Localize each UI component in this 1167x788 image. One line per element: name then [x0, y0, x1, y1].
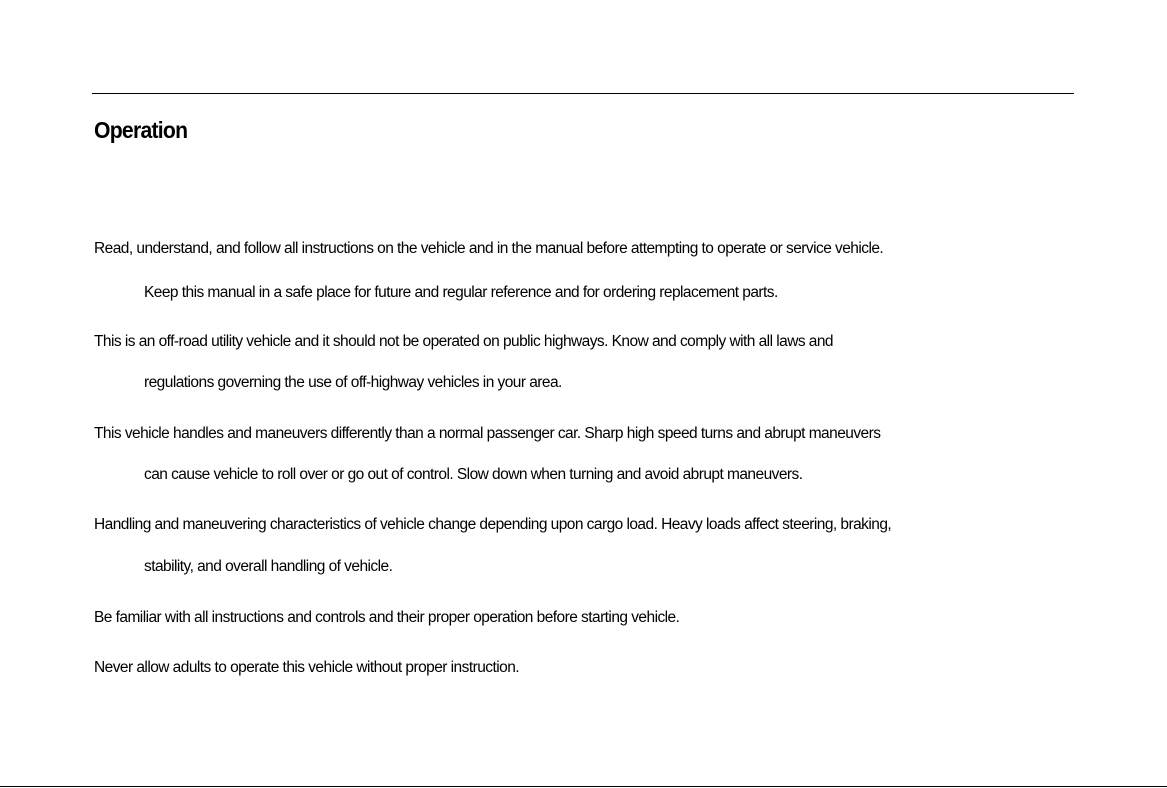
section-title: Operation — [94, 117, 188, 143]
paragraph-line: Be familiar with all instructions and controls and their proper operation before starting vehicle. — [94, 609, 680, 626]
paragraph-line: Never allow adults to operate this vehicle without proper instruction. — [94, 659, 520, 676]
paragraph-line: Handling and maneuvering characteristics of vehicle change depending upon cargo load. Heavy loads affect steering, braking, — [94, 516, 892, 533]
paragraph-continuation-line: stability, and overall handling of vehicle. — [144, 558, 393, 575]
paragraph-continuation-line: can cause vehicle to roll over or go out of control. Slow down when turning and avoid abrupt maneuvers. — [144, 466, 803, 483]
paragraph-line: Read, understand, and follow all instructions on the vehicle and in the manual before attempting to operate or service vehicle. — [94, 240, 884, 257]
paragraph-line: This is an off-road utility vehicle and it should not be operated on public highways. Know and comply with all laws and — [94, 333, 833, 350]
paragraph-continuation-line: regulations governing the use of off-highway vehicles in your area. — [144, 374, 562, 391]
paragraph-line: This vehicle handles and maneuvers differently than a normal passenger car. Sharp high speed turns and abrupt maneuvers — [94, 425, 881, 442]
header-divider — [92, 93, 1074, 94]
footer-divider — [0, 786, 1167, 787]
paragraph-continuation-line: Keep this manual in a safe place for future and regular reference and for ordering replacement parts. — [144, 284, 778, 301]
